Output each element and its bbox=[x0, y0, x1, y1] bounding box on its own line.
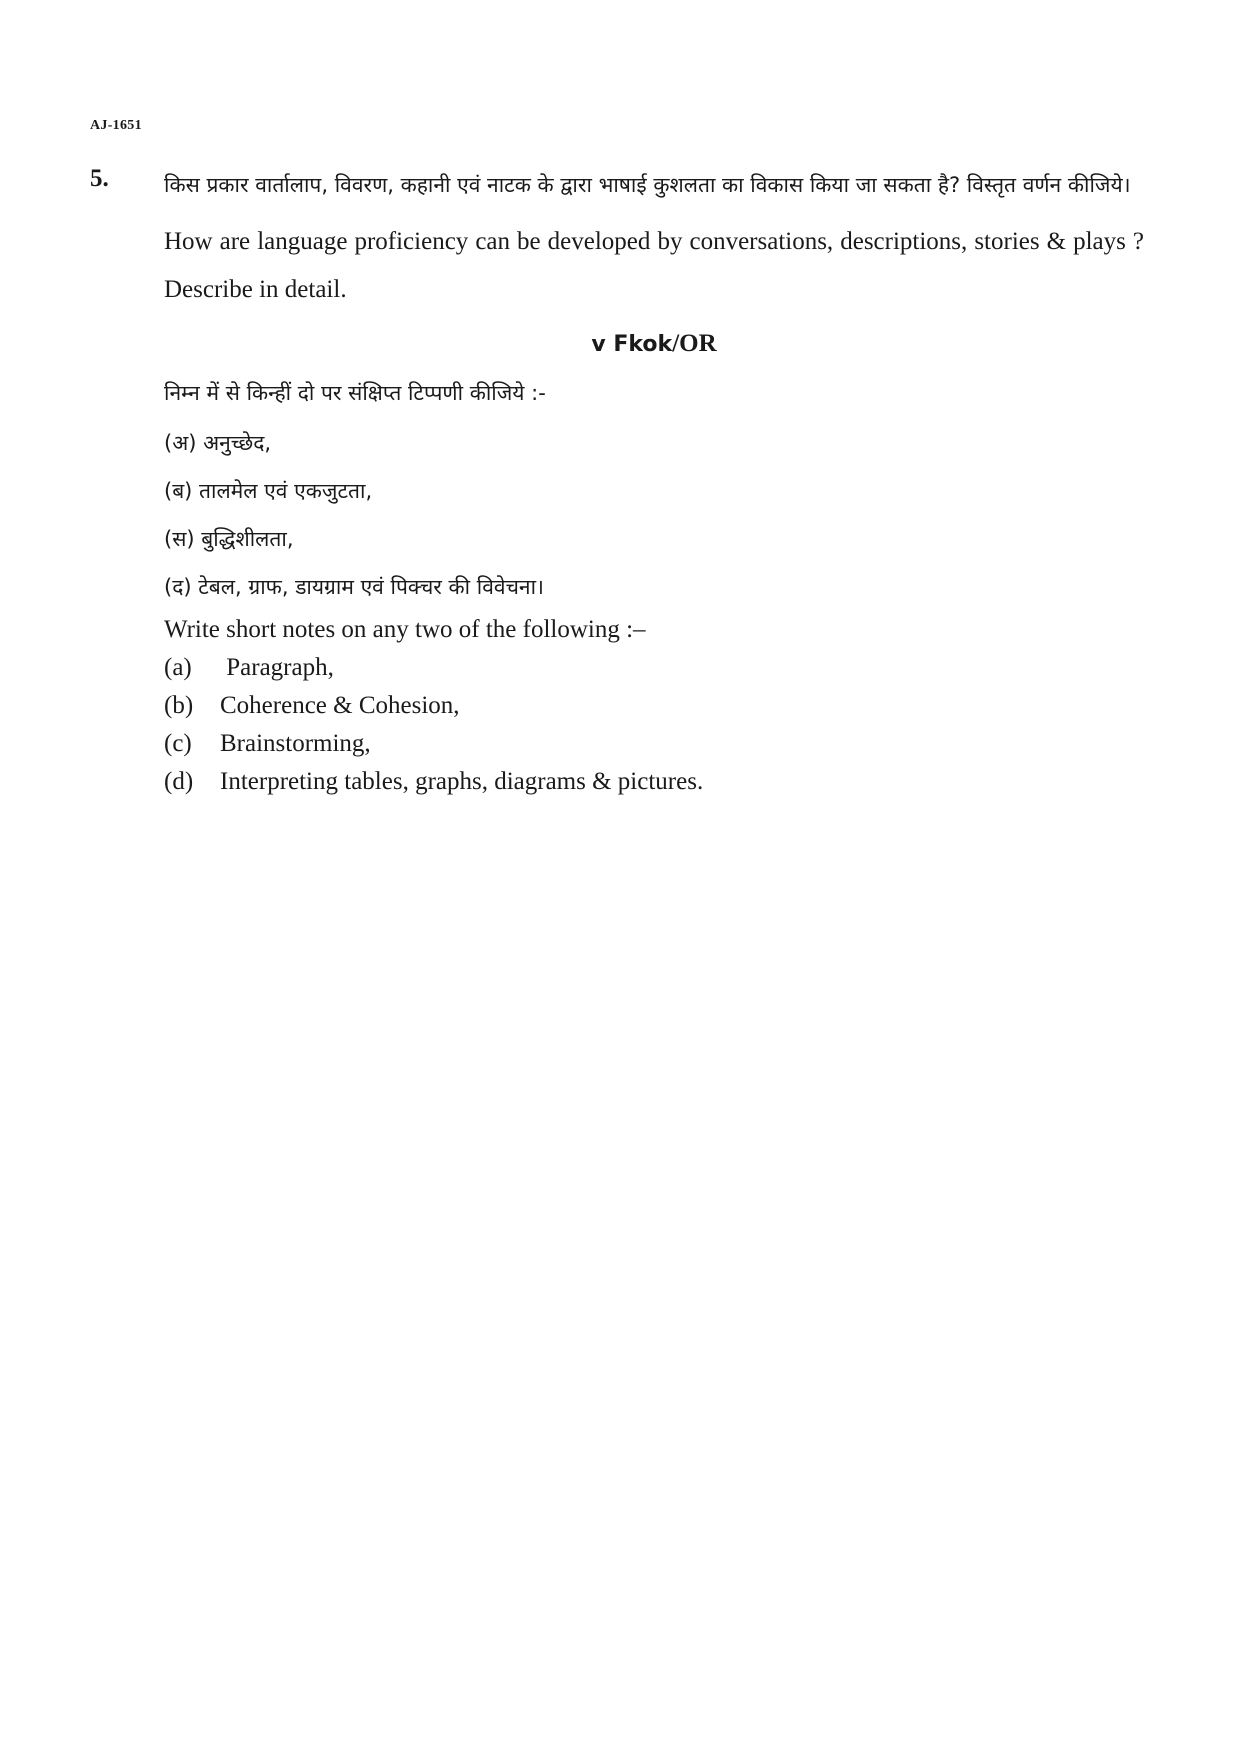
question-english-text: How are language proficiency can be developed by conversations, descriptions, stories & plays ? Describe in detail. bbox=[164, 228, 1144, 303]
list-marker: (d) bbox=[164, 768, 194, 795]
list-text: Brainstorming, bbox=[220, 730, 371, 757]
or-hindi-glyph: v Fkok bbox=[591, 332, 673, 357]
english-list-item bbox=[164, 763, 1144, 801]
hindi-list-item: (द) टेबल, ग्राफ, डायग्राम एवं पिक्चर की विवेचना। bbox=[164, 575, 544, 599]
hindi-list-item: (स) बुद्धिशीलता, bbox=[164, 527, 294, 551]
alternative-hindi-list bbox=[164, 419, 1144, 611]
alternative-english-list bbox=[164, 649, 1144, 801]
list-text: Paragraph, bbox=[220, 654, 334, 681]
english-list-item bbox=[164, 687, 1144, 725]
hindi-list-item: (अ) अनुच्छेद, bbox=[164, 431, 272, 455]
english-list-item bbox=[164, 725, 1144, 763]
list-marker: (c) bbox=[164, 730, 192, 757]
paper-code: AJ-1651 bbox=[90, 118, 142, 133]
question-body bbox=[164, 160, 1144, 801]
list-marker: (b) bbox=[164, 692, 194, 719]
question-hindi-text: किस प्रकार वार्तालाप, विवरण, कहानी एवं नाटक के द्वारा भाषाई कुशलता का विकास किया जा सकता है? विस्तृत वर्णन कीजिये। bbox=[164, 173, 1131, 197]
alternative-english-lead: Write short notes on any two of the following :– bbox=[164, 616, 646, 643]
list-marker: (a) bbox=[164, 654, 192, 681]
question-number: 5. bbox=[90, 165, 109, 192]
alternative-hindi-lead: निम्न में से किन्हीं दो पर संक्षिप्त टिप्पणी कीजिये :- bbox=[164, 381, 546, 405]
list-text: Coherence & Cohesion, bbox=[220, 692, 460, 719]
english-list-item bbox=[164, 649, 1144, 687]
or-divider bbox=[164, 320, 1144, 369]
list-text: Interpreting tables, graphs, diagrams & pictures. bbox=[220, 768, 704, 795]
or-english: /OR bbox=[672, 330, 717, 357]
hindi-list-item: (ब) तालमेल एवं एकजुटता, bbox=[164, 479, 373, 503]
